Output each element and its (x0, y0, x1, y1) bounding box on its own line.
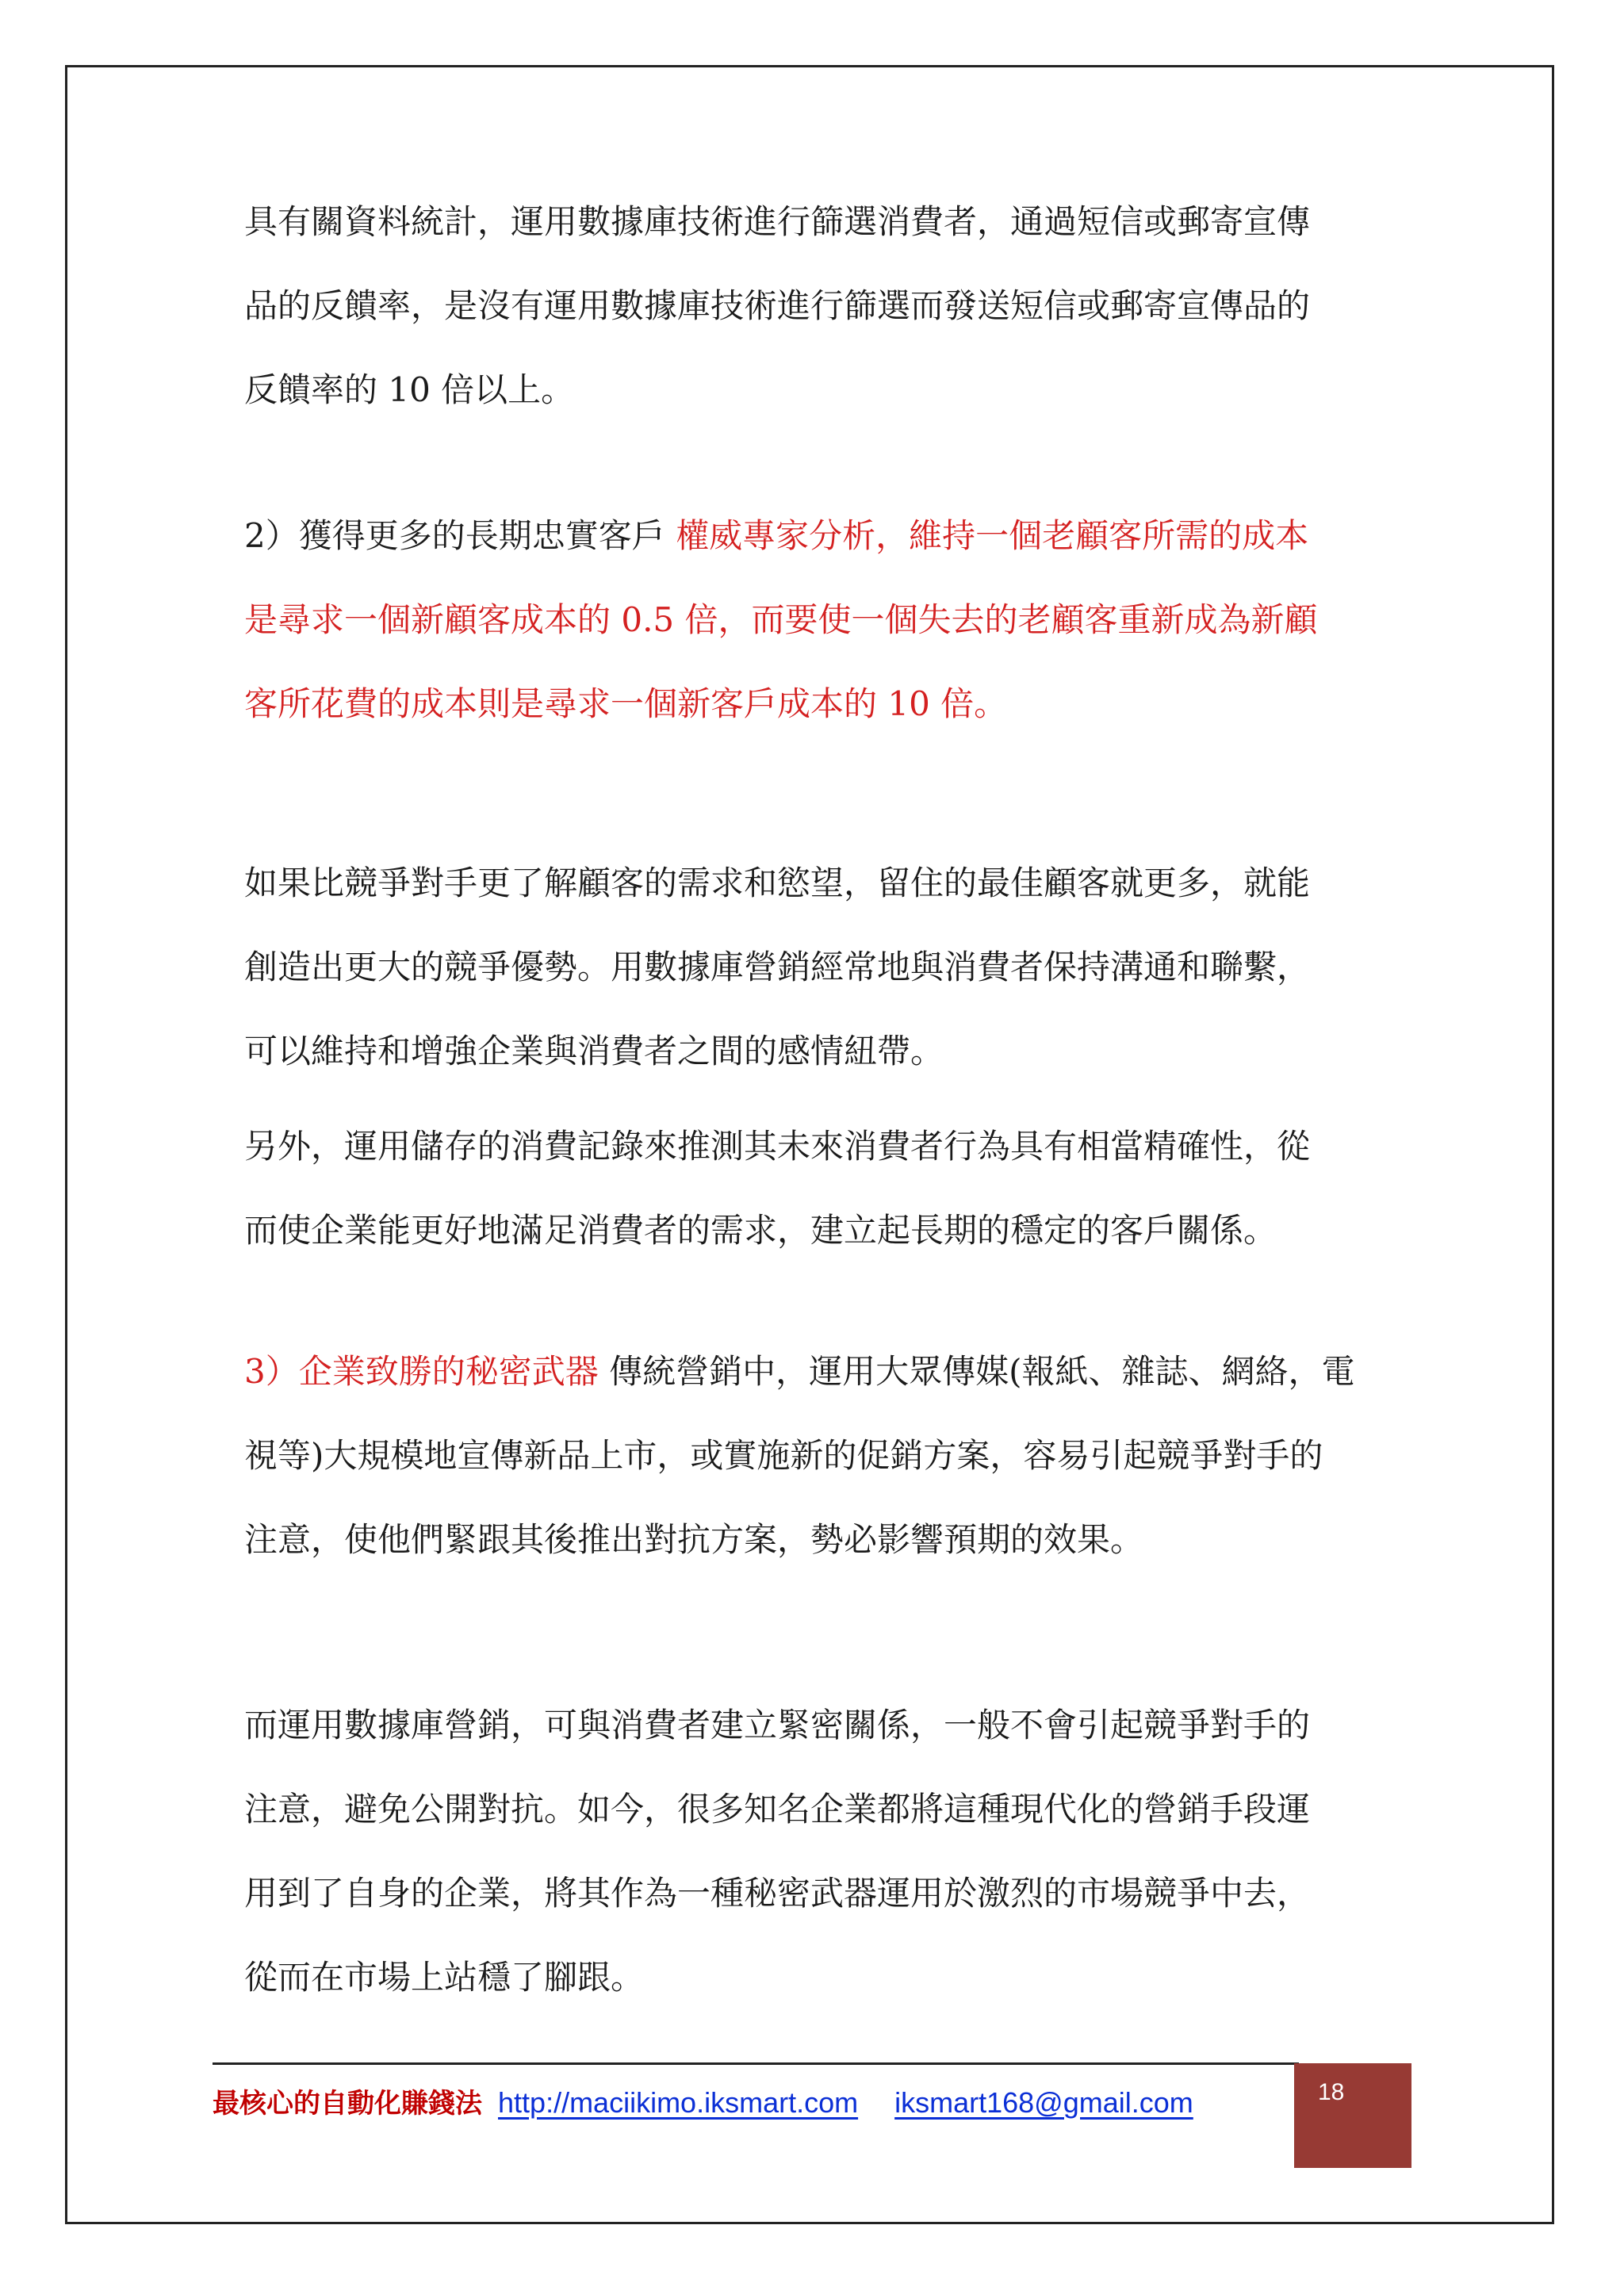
text-line: 注意，使他們緊跟其後推出對抗方案，勢必影響預期的效果。 (244, 1520, 1144, 1559)
footer (213, 2079, 1193, 2127)
text-line: 注意，避免公開對抗。如今，很多知名企業都將這種現代化的營銷手段運 (244, 1790, 1311, 1829)
highlight-text: 客所花費的成本則是尋求一個新客戶成本的 10 倍。 (244, 684, 1008, 723)
text-line: 視等)大規模地宣傳新品上市，或實施新的促銷方案，容易引起競爭對手的 (244, 1436, 1323, 1475)
heading-secret-weapon: 3）企業致勝的秘密武器 (244, 1352, 599, 1391)
highlight-text: 權威專家分析，維持一個老顧客所需的成本 (676, 516, 1309, 555)
footer-brand: 最核心的自動化賺錢法 (213, 2088, 482, 2120)
text-line: 而運用數據庫營銷，可與消費者建立緊密關係，一般不會引起競爭對手的 (244, 1706, 1311, 1744)
text-line (244, 514, 1308, 558)
footer-website-link[interactable]: http://maciikimo.iksmart.com (498, 2086, 859, 2119)
text-line (244, 1350, 1354, 1394)
footer-divider (213, 2062, 1299, 2065)
text-line: 創造出更大的競爭優勢。用數據庫營銷經常地與消費者保持溝通和聯繫， (244, 948, 1311, 986)
page-number: 18 (1318, 2079, 1345, 2105)
text-line: 用到了自身的企業，將其作為一種秘密武器運用於激烈的市場競爭中去， (244, 1874, 1311, 1913)
footer-email-link[interactable]: iksmart168@gmail.com (894, 2086, 1193, 2119)
text-line: 品的反饋率，是沒有運用數據庫技術進行篩選而發送短信或郵寄宣傳品的 (244, 286, 1311, 325)
text-line: 反饋率的 10 倍以上。 (244, 370, 575, 409)
page-number-box (1294, 2063, 1411, 2168)
body-text: 傳統營銷中，運用大眾傳媒(報紙、雜誌、網絡，電 (598, 1352, 1355, 1391)
text-line: 可以維持和增強企業與消費者之間的感情紐帶。 (244, 1032, 944, 1070)
text-line: 從而在市場上站穩了腳跟。 (244, 1958, 645, 1997)
text-line: 如果比競爭對手更了解顧客的需求和慾望，留住的最佳顧客就更多，就能 (244, 864, 1311, 902)
text-line: 具有關資料統計，運用數據庫技術進行篩選消費者，通過短信或郵寄宣傳 (244, 202, 1311, 241)
text-line: 另外，運用儲存的消費記錄來推測其未來消費者行為具有相當精確性，從 (244, 1127, 1311, 1166)
text-line: 而使企業能更好地滿足消費者的需求，建立起長期的穩定的客戶關係。 (244, 1211, 1277, 1250)
heading-loyal-customers: 2）獲得更多的長期忠實客戶 (244, 516, 676, 555)
highlight-text: 是尋求一個新顧客成本的 0.5 倍，而要使一個失去的老顧客重新成為新顧 (244, 600, 1318, 639)
